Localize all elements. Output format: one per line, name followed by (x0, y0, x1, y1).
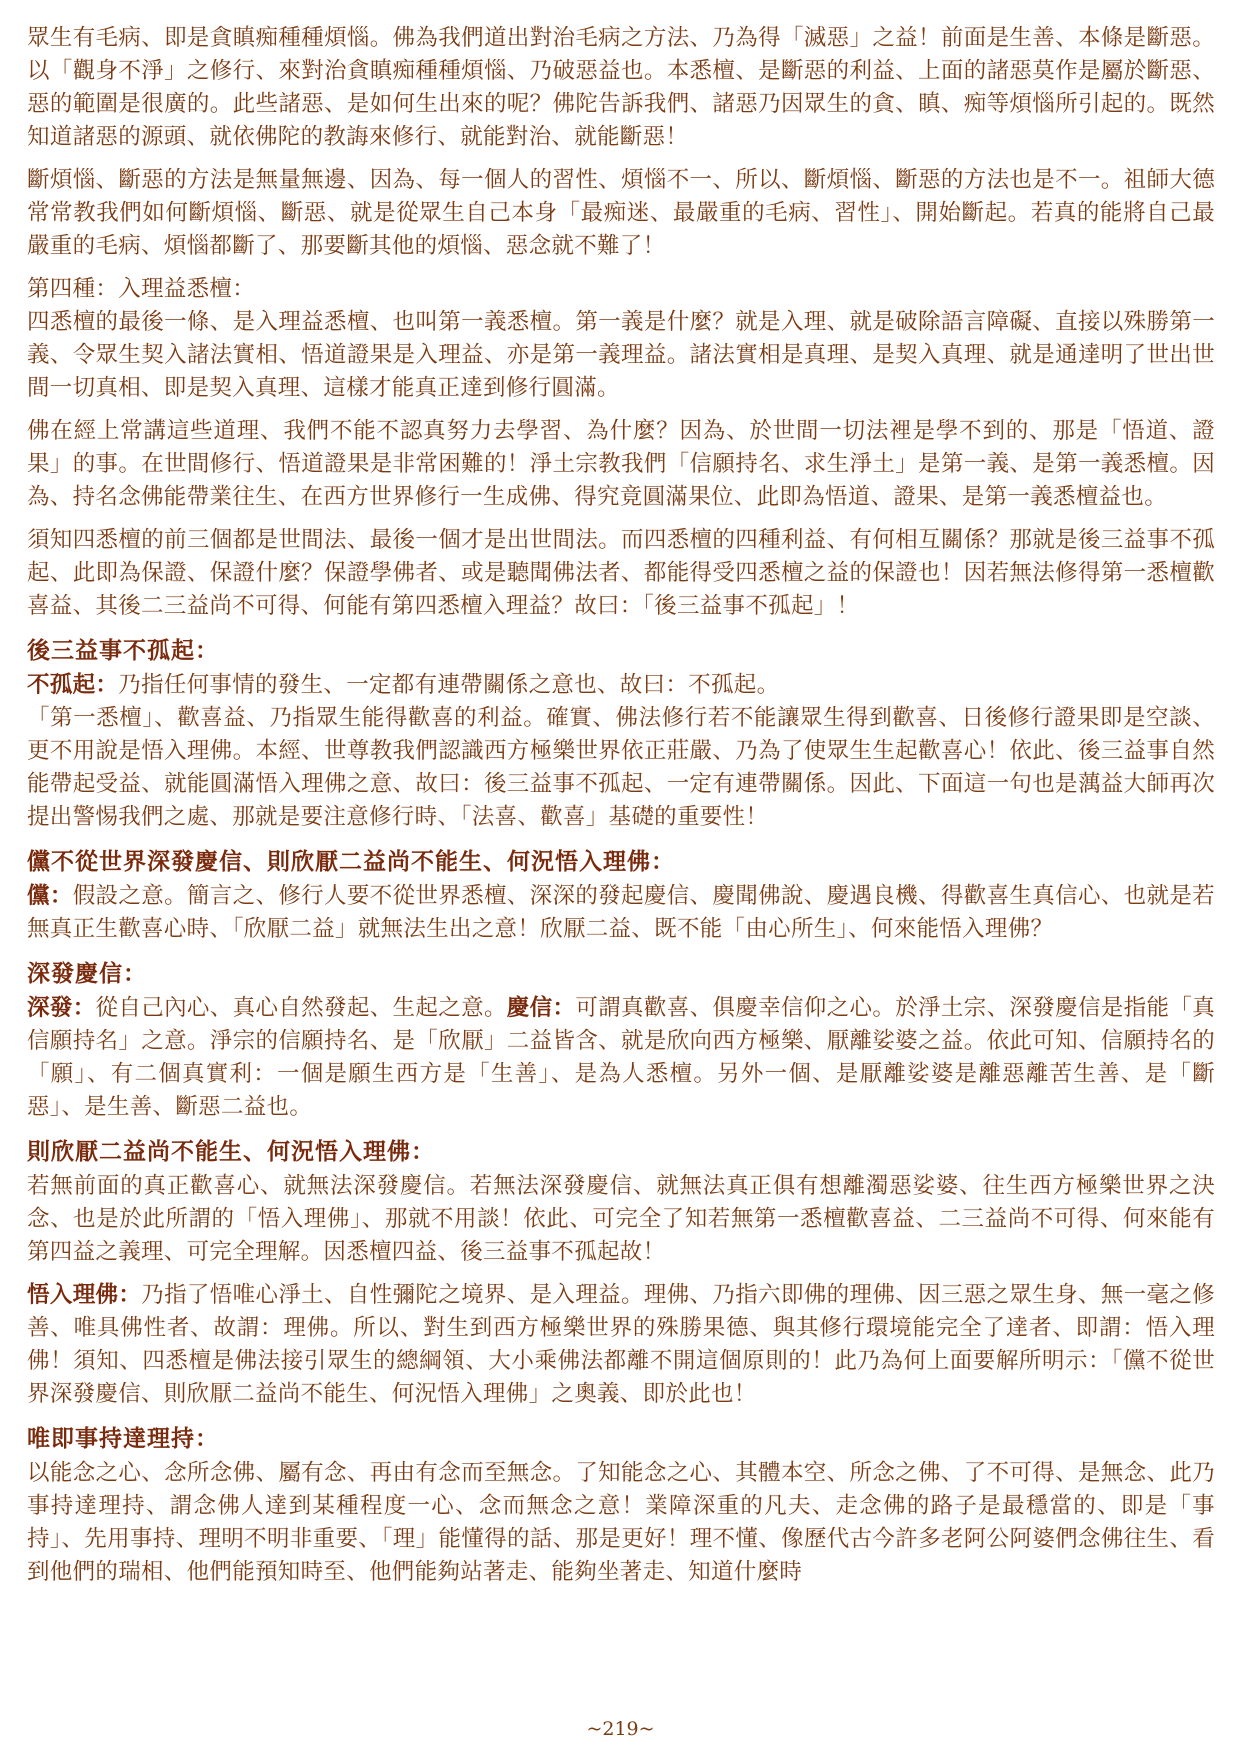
paragraph-1: 眾生有毛病、即是貪瞋痴種種煩惱。佛為我們道出對治毛病之方法、乃為得「滅惡」之益！前面是生善、本條是斷惡。以「觀身不淨」之修行、來對治貪瞋痴種種煩惱、乃破惡益也。本悉檀、是斷惡的利益、上面的諸惡莫作是屬於斷惡、惡的範圍是很廣的。此些諸惡、是如何生出來的呢？佛陀告訴我們、諸惡乃因眾生的貪、瞋、痴等煩惱所引起的。既然知道諸惡的源頭、就依佛陀的教誨來修行、就能對治、就能斷惡！ (27, 25, 1215, 150)
paragraph-3: 四悉檀的最後一條、是入理益悉檀、也叫第一義悉檀。第一義是什麼？就是入理、就是破除語言障礙、直接以殊勝第一義、令眾生契入諸法實相、悟道證果是入理益、亦是第一義理益。諸法實相是真理、是契入真理、就是通達明了世出世間一切真相、即是契入真理、這樣才能真正達到修行圓滿。 (27, 309, 1215, 401)
paragraph-12: 以能念之心、念所念佛、屬有念、再由有念而至無念。了知能念之心、其體本空、所念之佛、了不可得、是無念、此乃事持達理持、謂念佛人達到某種程度一心、念而無念之意！業障深重的凡夫、走念佛的路子是最穩當的、即是「事持」、先用事持、理明不明非重要、「理」能懂得的話、那是更好！理不懂、像歷代古今許多老阿公阿婆們念佛往生、看到他們的瑞相、他們能預知時至、他們能夠站著走、能夠坐著走、知道什麼時 (27, 1460, 1215, 1585)
paragraph-7: 「第一悉檀」、歡喜益、乃指眾生能得歡喜的利益。確實、佛法修行若不能讓眾生得到歡喜、日後修行證果即是空談、更不用說是悟入理佛。本經、世尊教我們認識西方極樂世界依正莊嚴、乃為了使眾生生起歡喜心！依此、後三益事自然能帶起受益、就能圓滿悟入理佛之意、故曰：後三益事不孤起、一定有連帶關係。因此、下面這一句也是蕅益大師再次提出警惕我們之處、那就是要注意修行時、「法喜、歡喜」基礎的重要性！ (27, 705, 1215, 830)
heading-shichi-dalichi: 唯即事持達理持： (27, 1425, 219, 1452)
heading-shenfa-qingxin: 深發慶信： (27, 960, 147, 987)
section-heading-fourth-kind: 第四種：入理益悉檀： (27, 276, 256, 302)
page-number: ~219~ (586, 1718, 655, 1740)
paragraph-4: 佛在經上常講這些道理、我們不能不認真努力去學習、為什麼？因為、於世間一切法裡是學不到的、那是「悟道、證果」的事。在世間修行、悟道證果是非常困難的！淨土宗教我們「信願持名、求生淨土」是第一義、是第一義悉檀。因為、持名念佛能帶業往生、在西方世界修行一生成佛、得究竟圓滿果位、此即為悟道、證果、是第一義悉檀益也。 (27, 418, 1215, 510)
document-page (27, 22, 1215, 1599)
paragraph-2: 斷煩惱、斷惡的方法是無量無邊、因為、每一個人的習性、煩惱不一、所以、斷煩惱、斷惡的方法也是不一。祖師大德常常教我們如何斷煩惱、斷惡、就是從眾生自己本身「最痴迷、最嚴重的毛病、習性」、開始斷起。若真的能將自己最嚴重的毛病、煩惱都斷了、那要斷其他的煩惱、惡念就不難了！ (27, 167, 1215, 259)
heading-tang-bucong: 儻不從世界深發慶信、則欣厭二益尚不能生、何況悟入理佛： (27, 848, 675, 875)
paragraph-11-text: 乃指了悟唯心淨土、自性彌陀之境界、是入理益。理佛、乃指六即佛的理佛、因三惡之眾生身、無一毫之修善、唯具佛性者、故謂：理佛。所以、對生到西方極樂世界的殊勝果德、與其修行環境能完全了達者、即謂：悟入理佛！須知、四悉檀是佛法接引眾生的總綱領、大小乘佛法都離不開這個原則的！此乃為何上面要解所明示：「儻不從世界深發慶信、則欣厭二益尚不能生、何況悟入理佛」之奧義、即於此也！ (27, 1282, 1215, 1407)
paragraph-9 (27, 992, 1215, 1124)
term-qingxin: 慶信： (506, 995, 576, 1021)
term-shenfa: 深發： (27, 995, 96, 1021)
paragraph-6-text: 乃指任何事情的發生、一定都有連帶關係之意也、故曰：不孤起。 (118, 672, 780, 698)
paragraph-9-text-a: 從自己內心、真心自然發起、生起之意。 (95, 995, 507, 1021)
paragraph-9-text-b: 可謂真歡喜、俱慶幸信仰之心。於淨土宗、深發慶信是指能「真信願持名」之意。淨宗的信願持名、是「欣厭」二益皆含、就是欣向西方極樂、厭離娑婆之益。依此可知、信願持名的「願」、有二個真實利：一個是願生西方是「生善」、是為人悉檀。另外一個、是厭離娑婆是離惡離苦生善、是「斷惡」、是生善、斷惡二益也。 (27, 995, 1216, 1120)
term-bugu: 不孤起： (27, 672, 119, 698)
term-tang: 儻： (27, 883, 73, 909)
paragraph-8-text: 假設之意。簡言之、修行人要不從世界悉檀、深深的發起慶信、慶聞佛說、慶遇良機、得歡喜生真信心、也就是若無真正生歡喜心時、「欣厭二益」就無法生出之意！欣厭二益、既不能「由心所生」、何來能悟入理佛？ (27, 883, 1215, 942)
heading-later-three-benefits: 後三益事不孤起： (27, 637, 219, 664)
paragraph-8 (27, 880, 1215, 946)
heading-xinyan-eryi: 則欣厭二益尚不能生、何況悟入理佛： (27, 1138, 435, 1165)
paragraph-5: 須知四悉檀的前三個都是世間法、最後一個才是出世間法。而四悉檀的四種利益、有何相互關係？那就是後三益事不孤起、此即為保證、保證什麼？保證學佛者、或是聽聞佛法者、都能得受四悉檀之益的保證也！因若無法修得第一悉檀歡喜益、其後二三益尚不可得、何能有第四悉檀入理益？故曰：「後三益事不孤起」！ (27, 527, 1215, 619)
paragraph-10: 若無前面的真正歡喜心、就無法深發慶信。若無法深發慶信、就無法真正俱有想離濁惡娑婆、往生西方極樂世界之決念、也是於此所謂的「悟入理佛」、那就不用談！依此、可完全了知若無第一悉檀歡喜益、二三益尚不可得、何來能有第四益之義理、可完全理解。因悉檀四益、後三益事不孤起故！ (27, 1173, 1215, 1265)
paragraph-11 (27, 1279, 1215, 1411)
paragraph-6 (27, 669, 1215, 702)
term-wuru-lifo: 悟入理佛： (27, 1282, 142, 1308)
